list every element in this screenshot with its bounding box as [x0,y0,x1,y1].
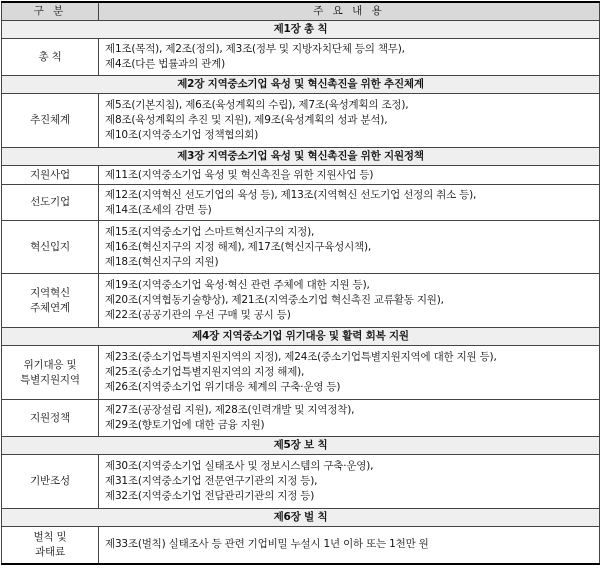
category-label: 위기대응 및 [23,358,77,371]
content-cell [99,39,600,76]
content-line: 제27조(공장설립 지원), 제28조(인력개발 및 지역정착), [105,404,355,416]
table-row [2,455,600,509]
content-line: 제20조(지역협동기술향상), 제21조(지역중소기업 혁신촉진 교류활동 지원), [105,294,444,306]
law-summary-table [1,1,600,565]
content-line: 제30조(지역중소기업 실태조사 및 정보시스템의 구축·운영), [105,460,374,472]
category-cell [2,346,99,400]
category-label: 지원사업 [30,168,70,181]
category-label: 주체연계 [30,301,70,314]
chapter-row [2,328,600,346]
content-cell [99,166,600,185]
table-body [2,21,600,564]
content-cell [99,221,600,274]
category-cell [2,400,99,437]
content-cell [99,527,600,564]
category-cell [2,94,99,148]
category-label: 선도기업 [30,196,70,208]
category-cell [2,185,99,221]
content-line: 제10조(지역중소기업 정책협의회) [105,129,259,141]
category-label: 벌칙 및 [33,530,67,543]
content-line: 제25조(중소기업특별지원지역의 지정 해제), [105,366,305,378]
content-cell [99,400,600,437]
header-content: 주 요 내 용 [99,2,600,21]
content-line: 제12조(지역혁신 선도기업의 육성 등), 제13조(지역혁신 선도기업 선정의 취소 등), [105,188,477,201]
table-row [2,39,600,76]
table-header-row [2,2,600,21]
category-label: 지역혁신 [30,286,70,299]
content-cell [99,455,600,509]
category-label: 총 칙 [38,50,62,63]
content-line: 제15조(지역중소기업 스마트혁신지구의 지정), [105,225,315,238]
category-label: 지원정책 [30,411,70,424]
content-cell [99,346,600,400]
chapter-title: 제2장 지역중소기업 육성 및 혁신촉진을 위한 추진체계 [2,76,600,94]
chapter-row [2,148,600,166]
category-cell [2,455,99,509]
table-row [2,166,600,185]
content-line: 제11조(지역중소기업 육성 및 혁신촉진을 위한 지원사업 등) [105,168,374,181]
chapter-title: 제3장 지역중소기업 육성 및 혁신촉진을 위한 지원정책 [2,148,600,166]
table-row [2,94,600,148]
category-cell [2,527,99,564]
table-row [2,221,600,274]
category-label: 혁신입지 [30,240,70,253]
content-line: 제29조(향토기업에 대한 금융 지원) [105,419,265,431]
content-line: 제14조(조세의 감면 등) [105,203,212,216]
table-row [2,527,600,564]
content-line: 제23조(중소기업특별지원지역의 지정), 제24조(중소기업특별지원지역에 대한 지원 등), [105,351,497,363]
content-line: 제31조(지역중소기업 전문연구기관의 지정 등), [105,475,318,487]
category-label: 추진체계 [30,114,70,126]
category-cell [2,221,99,274]
content-line: 제32조(지역중소기업 전담관리기관의 지정 등) [105,490,315,502]
category-cell [2,166,99,185]
chapter-title: 제4장 지역중소기업 위기대응 및 활력 회복 지원 [2,328,600,346]
category-label: 기반조성 [30,475,70,487]
content-line: 제18조(혁신지구의 지원) [105,255,219,268]
category-cell [2,274,99,328]
table-row [2,346,600,400]
content-line: 제8조(육성계획의 추진 및 지원), 제9조(육성계획의 성과 분석), [105,114,388,126]
chapter-row [2,76,600,94]
content-line: 제16조(혁신지구의 지정 해제), 제17조(혁신지구육성시책), [105,240,371,253]
content-cell [99,94,600,148]
chapter-row [2,21,600,39]
table-row [2,185,600,221]
content-line: 제5조(기본지침), 제6조(육성계획의 수립), 제7조(육성계획의 조정), [105,99,409,111]
content-line: 제22조(공공기관의 우선 구매 및 공시 등) [105,309,291,321]
content-cell [99,274,600,328]
content-line: 제1조(목적), 제2조(정의), 제3조(정부 및 지방자치단체 등의 책무), [105,43,405,55]
table-row [2,400,600,437]
chapter-row [2,437,600,455]
content-line: 제26조(지역중소기업 위기대응 체계의 구축·운영 등) [105,381,341,393]
content-line: 제19조(지역중소기업 육성·혁신 관련 주체에 대한 지원 등), [105,279,370,291]
content-line: 제4조(다른 법률과의 관계) [105,58,225,70]
chapter-title: 제6장 벌 칙 [2,509,600,527]
header-category: 구 분 [2,2,99,21]
category-cell [2,39,99,76]
table-row [2,274,600,328]
chapter-title: 제1장 총 칙 [2,21,600,39]
chapter-row [2,509,600,527]
category-label: 과태료 [35,545,65,558]
content-line: 제33조(벌칙) 실태조사 등 관련 기업비밀 누설시 1년 이하 또는 1천만 원 [105,538,429,551]
category-label: 특별지원지역 [20,373,80,386]
content-cell [99,185,600,221]
chapter-title: 제5장 보 칙 [2,437,600,455]
